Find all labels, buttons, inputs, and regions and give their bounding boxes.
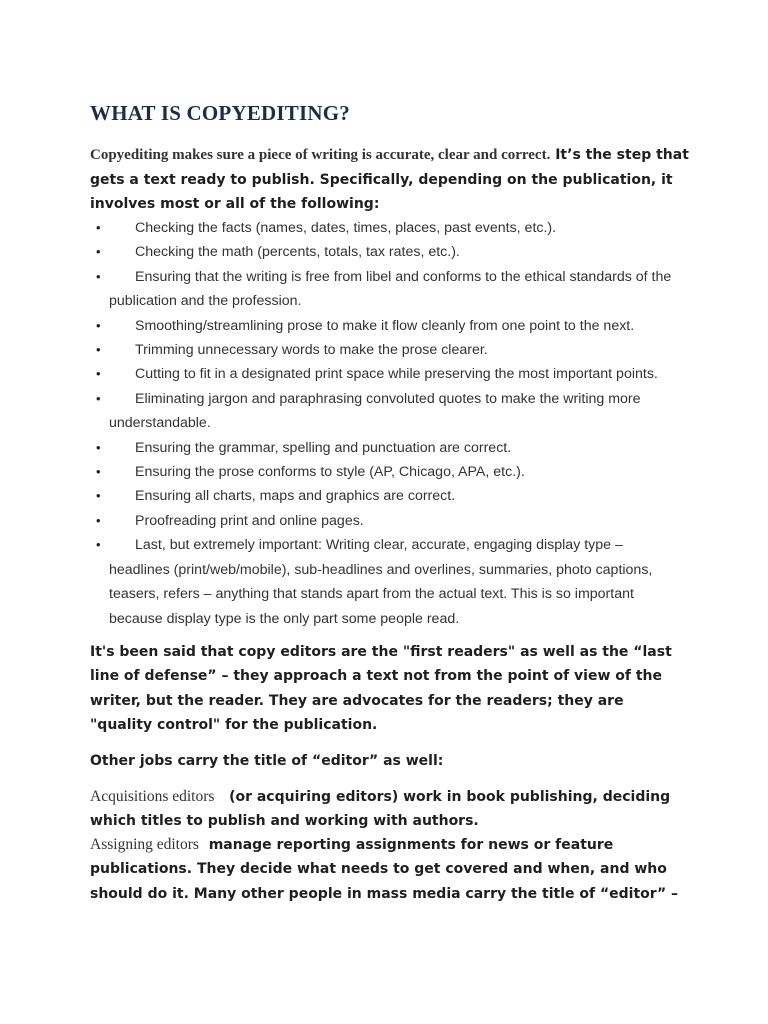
list-item — [0, 387, 679, 436]
list-item-text: Ensuring the prose conforms to style (AP, Chicago, APA, etc.). — [135, 464, 525, 481]
bullet-marker: • — [96, 512, 101, 528]
list-item — [0, 362, 679, 386]
list-item-text: Ensuring all charts, maps and graphics are correct. — [135, 488, 456, 505]
list-item-text: Checking the math (percents, totals, tax rates, etc.). — [135, 244, 460, 261]
bullet-marker: • — [96, 390, 101, 406]
intro-paragraph — [90, 143, 690, 217]
bullet-marker: • — [96, 488, 101, 504]
list-item-text: Trimming unnecessary words to make the prose clearer. — [135, 342, 488, 359]
list-item — [0, 240, 679, 264]
bullet-marker: • — [96, 342, 101, 358]
bullet-marker: • — [96, 537, 101, 553]
assigning-editors-lead: Assigning editors — [90, 836, 199, 853]
acquisitions-editors-lead: Acquisitions editors — [90, 788, 215, 805]
bullet-marker: • — [96, 220, 101, 235]
list-item-text: Ensuring that the writing is free from libel and conforms to the ethical standards of the publication and the profession. — [109, 268, 672, 310]
acquisitions-editors-paragraph — [90, 785, 680, 834]
bullet-marker: • — [96, 317, 101, 333]
list-item — [0, 484, 679, 508]
list-item — [0, 216, 679, 240]
list-item-text: Proofreading print and online pages. — [135, 512, 364, 529]
list-item-text: Checking the facts (names, dates, times, places, past events, etc.). — [135, 220, 557, 236]
assigning-editors-paragraph — [90, 833, 680, 906]
list-item-text: Eliminating jargon and paraphrasing convoluted quotes to make the writing more understandable. — [109, 390, 641, 432]
list-item — [0, 338, 679, 362]
list-item — [0, 533, 679, 631]
list-item — [0, 314, 679, 338]
bullet-marker: • — [96, 464, 101, 480]
list-item — [0, 436, 679, 460]
intro-bold-text: It’s the step that gets a text ready to publish. Specifically, depending on the publication, it involves most or all of the following: — [90, 147, 689, 212]
list-item-text: Cutting to fit in a designated print space while preserving the most important points. — [135, 366, 658, 383]
intro-serif-text: Copyediting makes sure a piece of writing is accurate, clear and correct. — [90, 147, 551, 163]
bullet-marker: • — [96, 244, 101, 260]
copyediting-task-list — [0, 216, 768, 631]
acquisitions-editors-text: (or acquiring editors) work in book publishing, deciding which titles to publish and working with authors. — [90, 789, 671, 830]
assigning-editors-text: manage reporting assignments for news or feature publications. They decide what needs to get covered and when, and who should do it. Many other people in mass media carry the title of “editor” – — [90, 837, 679, 902]
list-item-text: Smoothing/streamlining prose to make it flow cleanly from one point to the next. — [135, 317, 635, 334]
list-item-text: Ensuring the grammar, spelling and punctuation are correct. — [135, 439, 512, 456]
other-jobs-paragraph: Other jobs carry the title of “editor” as well: — [90, 753, 444, 769]
list-item-text: Last, but extremely important: Writing clear, accurate, engaging display type – headlines (print/web/mobile), sub-headlines and overlines, summaries, photo captions, teasers, refers – anything that stands apart from the actual text. This is so important because display type is the only part some people read. — [109, 537, 653, 627]
bullet-marker: • — [96, 268, 101, 284]
list-item — [0, 265, 679, 314]
page-title: WHAT IS COPYEDITING? — [90, 101, 350, 125]
first-readers-paragraph: It's been said that copy editors are the "first readers" as well as the “last line of defense” – they approach a text not from the point of view of the writer, but the reader. They are advocates for the readers; they are "quality control" for the publication. — [90, 644, 672, 734]
list-item — [0, 509, 679, 533]
bullet-marker: • — [96, 439, 101, 455]
bullet-marker: • — [96, 366, 101, 382]
list-item — [0, 460, 679, 484]
